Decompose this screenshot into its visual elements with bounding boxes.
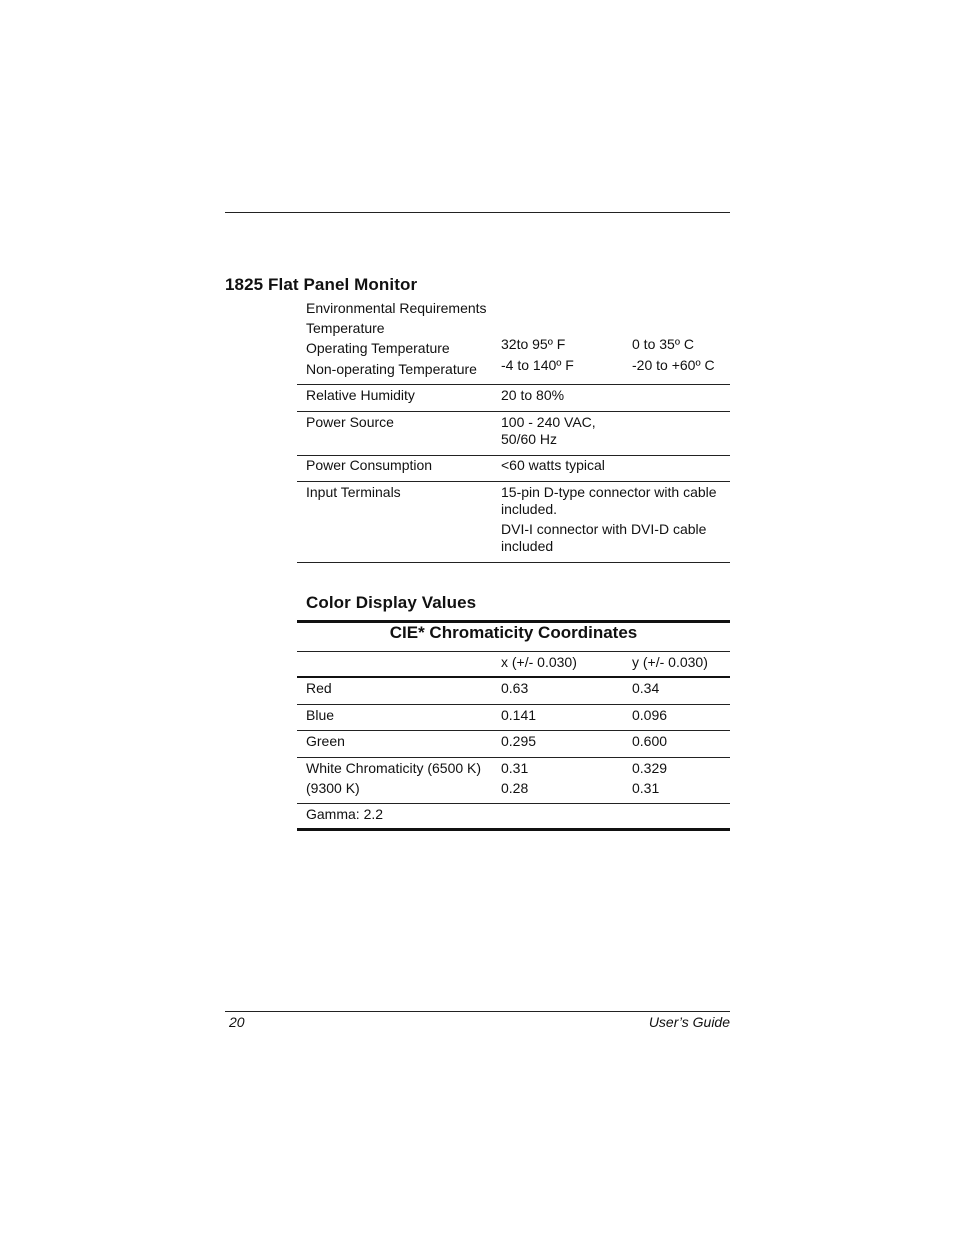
input-terminals-value-1b: included.	[501, 501, 558, 517]
table-bottom-rule	[297, 562, 730, 563]
cie-bottom-rule	[297, 828, 730, 831]
footer-rule	[225, 1011, 730, 1012]
power-consumption-value: <60 watts typical	[501, 457, 605, 473]
power-source-label: Power Source	[306, 414, 394, 430]
humidity-label: Relative Humidity	[306, 387, 415, 403]
power-source-value-2: 50/60 Hz	[501, 431, 558, 447]
cie-row-y: 0.34	[632, 680, 660, 696]
cie-caption: CIE* Chromaticity Coordinates	[389, 623, 638, 642]
header-rule	[225, 212, 730, 213]
cie-row-label: Green	[306, 733, 345, 749]
cie-row-y: 0.600	[632, 733, 668, 749]
table-divider	[297, 384, 730, 385]
section-title: 1825 Flat Panel Monitor	[225, 275, 418, 294]
humidity-value: 20 to 80%	[501, 387, 565, 403]
table-divider	[297, 411, 730, 412]
input-terminals-label: Input Terminals	[306, 484, 401, 500]
cie-row-label: Red	[306, 680, 332, 696]
cie-caption-rule	[297, 651, 730, 652]
power-source-value-1: 100 - 240 VAC,	[501, 414, 596, 430]
table-divider	[297, 481, 730, 482]
nonoperating-temp-c: -20 to +60º C	[632, 357, 715, 373]
white-chromaticity-label: White Chromaticity (6500 K)	[306, 760, 482, 776]
operating-temp-label: Operating Temperature	[306, 340, 450, 356]
white-chromaticity-x2: 0.28	[501, 780, 529, 796]
cie-row-label: Blue	[306, 707, 335, 723]
cie-row-divider	[297, 803, 730, 804]
cie-row-divider	[297, 730, 730, 731]
page-number: 20	[229, 1014, 245, 1030]
gamma-value: Gamma: 2.2	[306, 806, 384, 822]
cie-row-divider	[297, 704, 730, 705]
nonoperating-temp-f: -4 to 140º F	[501, 357, 574, 373]
operating-temp-f: 32to 95º F	[501, 336, 566, 352]
table-divider	[297, 455, 730, 456]
cie-header-rule	[297, 676, 730, 678]
temperature-heading: Temperature	[306, 320, 385, 336]
white-chromaticity-label-2: (9300 K)	[306, 780, 360, 796]
input-terminals-value-2b: included	[501, 538, 554, 554]
white-chromaticity-y1: 0.329	[632, 760, 668, 776]
cie-col-y: y (+/- 0.030)	[632, 654, 708, 670]
cie-row-x: 0.63	[501, 680, 529, 696]
input-terminals-value-1a: 15-pin D-type connector with cable	[501, 484, 717, 500]
guide-title: User’s Guide	[648, 1014, 730, 1030]
cie-row-divider	[297, 757, 730, 758]
nonoperating-temp-label: Non-operating Temperature	[306, 361, 477, 377]
cie-row-x: 0.141	[501, 707, 537, 723]
cie-row-x: 0.295	[501, 733, 537, 749]
env-heading: Environmental Requirements	[306, 300, 487, 316]
color-section-title: Color Display Values	[306, 593, 477, 612]
operating-temp-c: 0 to 35º C	[632, 336, 694, 352]
white-chromaticity-y2: 0.31	[632, 780, 660, 796]
white-chromaticity-x1: 0.31	[501, 760, 529, 776]
cie-col-x: x (+/- 0.030)	[501, 654, 577, 670]
power-consumption-label: Power Consumption	[306, 457, 433, 473]
input-terminals-value-2a: DVI-I connector with DVI-D cable	[501, 521, 707, 537]
cie-row-y: 0.096	[632, 707, 668, 723]
